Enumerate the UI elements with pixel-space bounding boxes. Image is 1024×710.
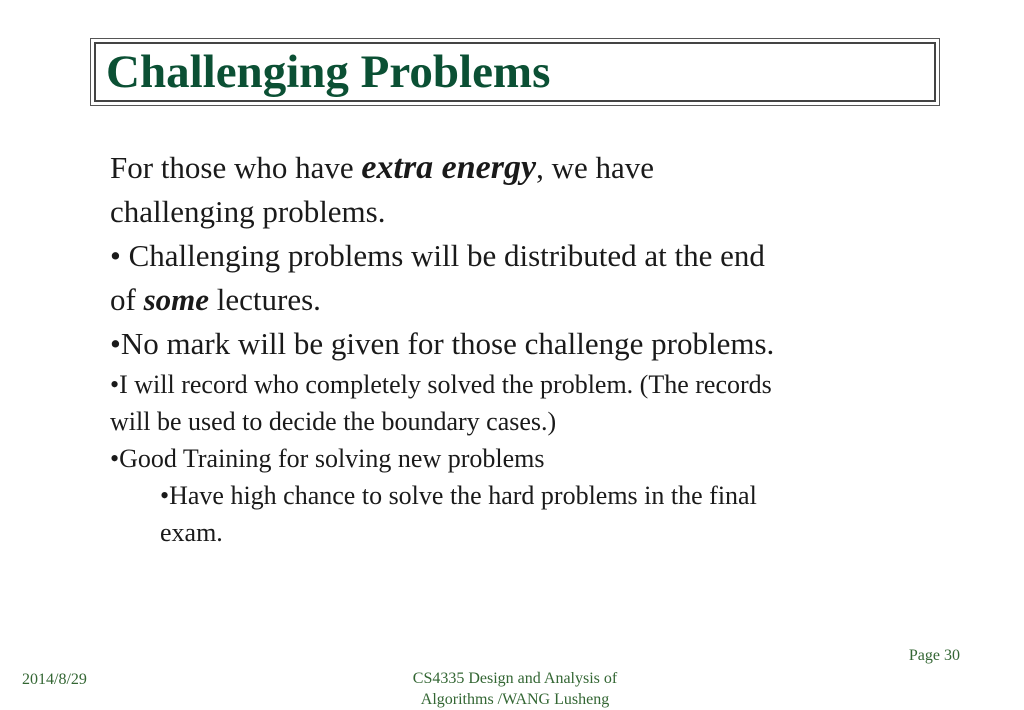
distributed-text-post: lectures. [209, 282, 321, 317]
intro-text-pre: For those who have [110, 150, 362, 185]
intro-emphasis: extra energy [361, 149, 537, 186]
footer-course-line-1: CS4335 Design and Analysis of [412, 670, 618, 687]
title-frame-inner [94, 42, 936, 102]
bullet-record-line-2: will be used to decide the boundary cases.) [110, 407, 557, 436]
bullet-good-training: •Good Training for solving new problems [110, 444, 545, 473]
paragraph-intro-line-1 [110, 146, 930, 190]
sub-bullet-high-chance-line-1: •Have high chance to solve the hard problems in the final [160, 481, 757, 510]
distributed-emphasis: some [143, 282, 210, 317]
slide-title: Challenging Problems [106, 46, 551, 98]
bullet-distributed-line-1: • Challenging problems will be distributed at the end [110, 238, 765, 273]
intro-text-post: , we have [536, 150, 655, 185]
page-number: Page 30 [908, 647, 960, 664]
bullet-record-line-1: •I will record who completely solved the problem. (The records [110, 370, 772, 399]
footer-date: 2014/8/29 [22, 671, 87, 688]
footer-course-line-2: Algorithms /WANG Lusheng [420, 691, 610, 708]
paragraph-intro-line-2: challenging problems. [110, 194, 386, 229]
bullet-no-mark: •No mark will be given for those challenge problems. [110, 326, 775, 361]
bullet-distributed-line-2 [110, 278, 930, 322]
footer-course [380, 668, 650, 710]
distributed-text-pre: of [110, 282, 144, 317]
slide-body [110, 146, 930, 551]
sub-bullet-high-chance-line-2: exam. [160, 518, 223, 547]
title-frame [90, 38, 940, 106]
